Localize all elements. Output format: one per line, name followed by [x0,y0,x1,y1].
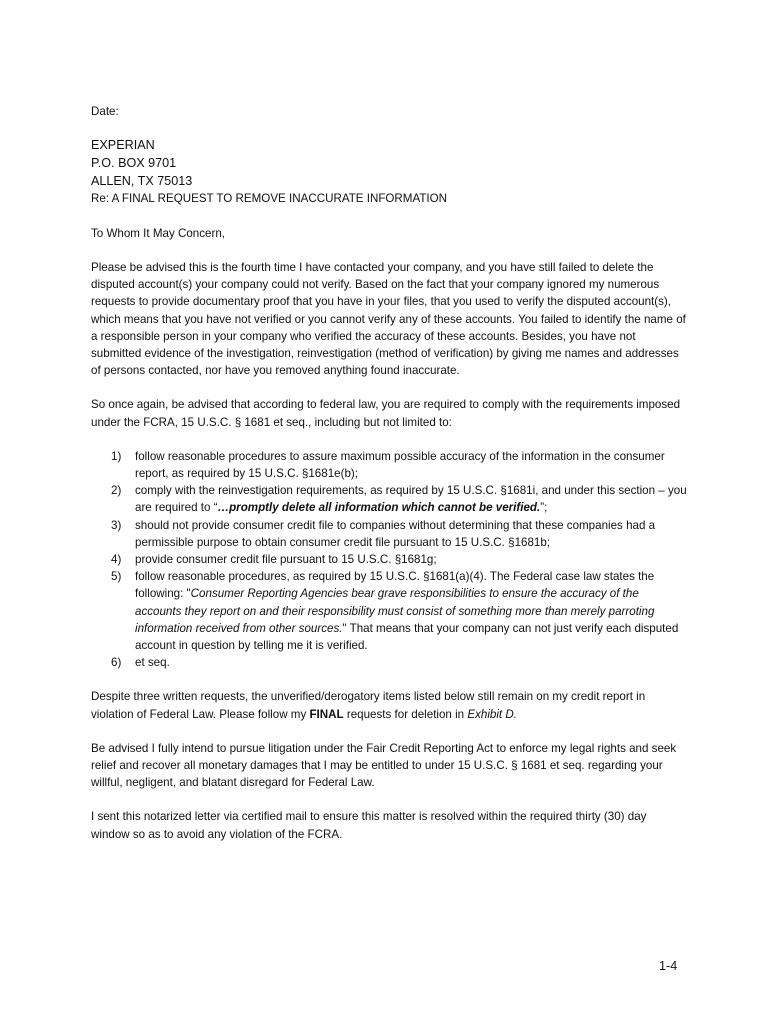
list-item [91,654,687,671]
final-emphasis: FINAL [309,707,344,721]
case-law-quote: Consumer Reporting Agencies bear grave responsibilities to ensure the accuracy of the accounts they report on and their responsibility must consist of something more than merely parroting information received from other sources. [135,587,655,635]
paragraph-3 [91,688,687,722]
recipient-name: EXPERIAN [91,138,155,153]
list-item-text-end: " That means that your company can not just verify each disputed account in question by telling me it is verified. [135,621,679,652]
recipient-city-state-zip: ALLEN, TX 75013 [91,174,193,189]
exhibit-reference: Exhibit D. [467,707,517,721]
list-item-text: follow reasonable procedures, as required by 15 U.S.C. §1681(a)(4). The Federal case law states the following: " [135,570,655,601]
salutation: To Whom It May Concern, [91,226,226,240]
paragraph-2: So once again, be advised that according to federal law, you are required to comply with the requirements imposed under the FCRA, 15 U.S.C. § 1681 et seq., including but not limited to: [91,398,681,429]
list-item-number: 6) [111,656,122,670]
page-number: 1-4 [659,959,678,973]
list-item-number: 2) [111,484,122,498]
list-item-text: et seq. [135,656,170,670]
list-item-text: follow reasonable procedures to assure maximum possible accuracy of the information in the consumer report, as required by 15 U.S.C. §1681e(b); [135,449,665,480]
paragraph-3-text: Despite three written requests, the unverified/derogatory items listed below still remain on my credit report in violation of Federal Law. Please follow my [91,690,646,721]
list-item [91,568,687,654]
subject-line: Re: A FINAL REQUEST TO REMOVE INACCURATE INFORMATION [91,192,448,206]
date-label: Date: [91,105,119,118]
requirements-list [91,448,687,672]
list-item [91,448,687,482]
paragraph-1: Please be advised this is the fourth time I have contacted your company, and you have still failed to delete the disputed account(s) your company could not verify. Based on the fact that your company ignored my numerous requests to provide documentary proof that you have in your files, that you used to verify the disputed account(s), which means that you have not verified or you cannot verify any of these accounts. You failed to identify the name of a responsible person in your company who verified the accuracy of these accounts. Besides, you have not submitted evidence of the investigation, reinvestigation (method of verification) by giving me names and addresses of persons contacted, nor have you removed anything found inaccurate. [91,260,686,378]
recipient-po-box: P.O. BOX 9701 [91,156,177,171]
list-item-text: comply with the reinvestigation requirements, as required by 15 U.S.C. §1681i, and under this section – you are required to “ [135,484,687,515]
list-item-number: 3) [111,518,122,532]
list-item-text: provide consumer credit file pursuant to 15 U.S.C. §1681g; [135,552,437,566]
list-item-text-end: ”; [540,501,548,515]
list-item [91,482,687,516]
list-item-number: 5) [111,570,122,584]
list-item-emphasis: …promptly delete all information which cannot be verified. [217,501,541,515]
letter-page [91,103,687,843]
paragraph-4: Be advised I fully intend to pursue litigation under the Fair Credit Reporting Act to enforce my legal rights and seek relief and recover all monetary damages that I may be entitled to under 15 U.S.C. § 1681 et seq. regarding your willful, negligent, and blatant disregard for Federal Law. [91,741,677,790]
list-item [91,551,687,568]
paragraph-5: I sent this notarized letter via certified mail to ensure this matter is resolved within the required thirty (30) day window so as to avoid any violation of the FCRA. [91,810,647,841]
paragraph-3-middle: requests for deletion in [343,707,468,721]
list-item [91,517,687,551]
list-item-number: 4) [111,552,122,566]
list-item-number: 1) [111,449,122,463]
list-item-text: should not provide consumer credit file to companies without determining that these companies had a permissible purpose to obtain consumer credit file pursuant to 15 U.S.C. §1681b; [135,518,656,549]
recipient-address [91,136,687,208]
